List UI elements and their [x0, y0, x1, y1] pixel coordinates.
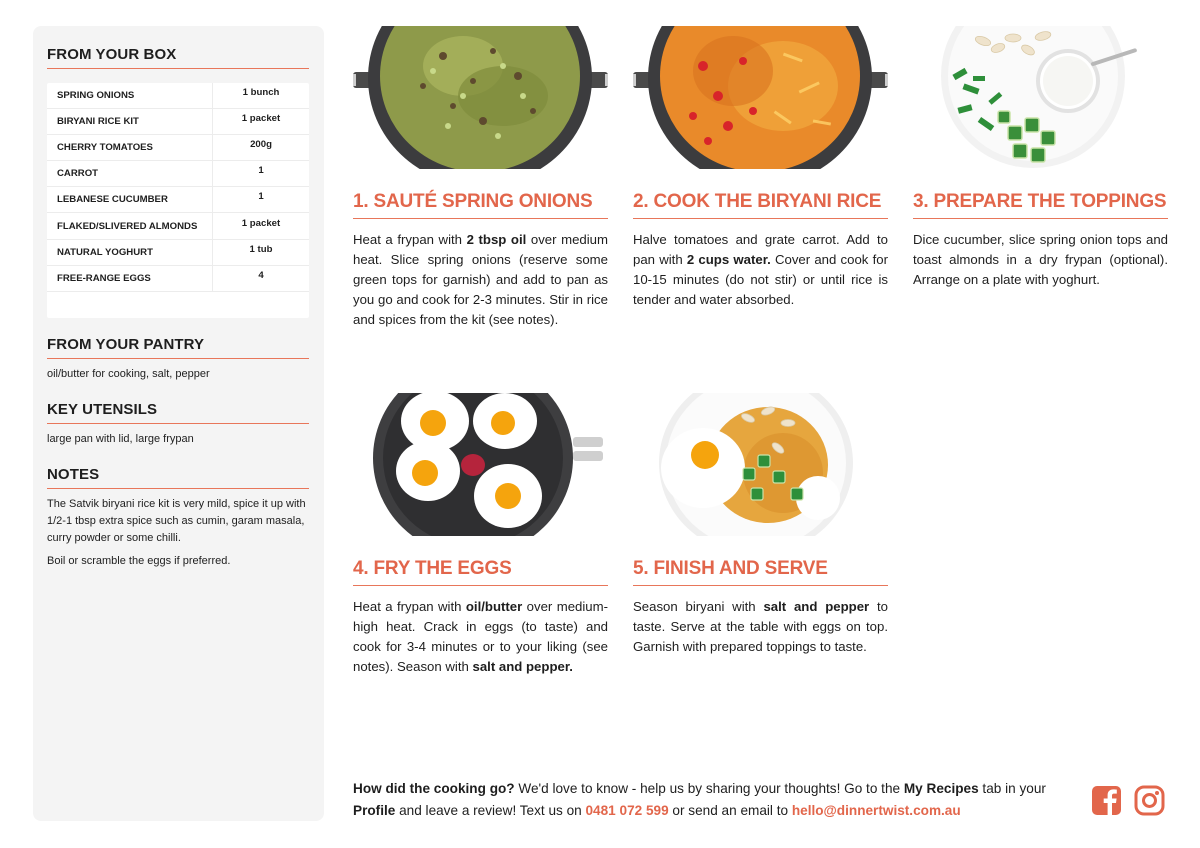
pantry-section — [47, 336, 309, 383]
ingredient-row — [47, 161, 309, 187]
ingredient-qty: 1 — [258, 165, 264, 177]
ingredient-name: CARROT — [47, 161, 213, 186]
step-2 — [633, 26, 888, 310]
ingredient-qty: 1 packet — [241, 113, 281, 125]
step-1-photo — [353, 26, 608, 169]
phone-number[interactable]: 0481 072 599 — [585, 802, 669, 818]
from-your-box-heading: FROM YOUR BOX — [47, 46, 309, 69]
utensils-section — [47, 401, 309, 448]
ingredient-name: LEBANESE CUCUMBER — [47, 187, 213, 212]
step-1-body: Heat a frypan with 2 tbsp oil over medium heat. Slice spring onions (reserve some green tops for garnish) and add to pan as you go and cook for 2-3 minutes. Stir in rice and spices from the kit (see notes). — [353, 232, 608, 327]
ingredient-qty: 4 — [258, 269, 264, 281]
profile-link[interactable]: Profile — [353, 802, 396, 818]
step-4 — [353, 393, 608, 677]
ingredient-name: BIRYANI RICE KIT — [47, 109, 213, 134]
ingredient-row — [47, 187, 309, 213]
pantry-heading: FROM YOUR PANTRY — [47, 336, 309, 359]
ingredients-table — [47, 83, 309, 318]
ingredient-name: SPRING ONIONS — [47, 83, 213, 108]
ingredient-name: FLAKED/SLIVERED ALMONDS — [47, 213, 213, 238]
ingredient-row — [47, 266, 309, 292]
notes-section — [47, 466, 309, 570]
step-4-title: 4. FRY THE EGGS — [353, 558, 608, 586]
ingredient-qty: 1 packet — [241, 217, 281, 229]
step-3-title: 3. PREPARE THE TOPPINGS — [913, 191, 1168, 219]
step-4-body: Heat a frypan with oil/butter over medium-high heat. Crack in eggs (to taste) and cook for 3-4 minutes or to your liking (see notes). Season with salt and pepper. — [353, 599, 609, 674]
step-2-photo — [633, 26, 888, 169]
utensils-text: large pan with lid, large frypan — [47, 432, 194, 445]
step-1 — [353, 26, 608, 330]
step-3-photo — [913, 26, 1168, 169]
ingredient-qty: 1 bunch — [242, 87, 280, 99]
facebook-icon[interactable] — [1091, 785, 1122, 816]
my-recipes-link[interactable]: My Recipes — [903, 781, 979, 796]
ingredient-qty: 1 tub — [249, 243, 273, 255]
step-5-body: Season biryani with salt and pepper to taste. Serve at the table with eggs on top. Garnish with prepared toppings to taste. — [633, 599, 888, 654]
utensils-heading: KEY UTENSILS — [47, 401, 309, 424]
ingredient-row — [47, 240, 309, 266]
notes-paragraph: The Satvik biryani rice kit is very mild, spice it up with 1/2-1 tbsp extra spice such as cumin, garam masala, curry powder or some chilli. — [47, 497, 306, 544]
ingredient-row — [47, 109, 309, 135]
feedback-question: How did the cooking go? — [353, 781, 515, 796]
feedback-footer: How did the cooking go? We'd love to know - help us by sharing your thoughts! Go to the My Recipes tab in your Profile and leave a review! Text us on 0481 072 599 or send an email to hello@dinnertwist.com.au — [353, 781, 1046, 818]
step-5 — [633, 393, 888, 657]
step-4-photo — [353, 393, 608, 536]
ingredient-row — [47, 213, 309, 239]
ingredients-sidebar — [33, 26, 324, 821]
ingredient-row — [47, 135, 309, 161]
step-5-photo — [633, 393, 888, 536]
step-2-body: Halve tomatoes and grate carrot. Add to pan with 2 cups water. Cover and cook for 10-15 minutes (do not stir) or until rice is tender and water absorbed. — [633, 232, 888, 307]
pantry-text: oil/butter for cooking, salt, pepper — [47, 367, 210, 380]
ingredient-row — [47, 83, 309, 109]
step-5-title: 5. FINISH AND SERVE — [633, 558, 888, 586]
ingredient-qty: 200g — [250, 139, 272, 151]
step-2-title: 2. COOK THE BIRYANI RICE — [633, 191, 888, 219]
ingredient-name: NATURAL YOGHURT — [47, 240, 213, 265]
step-1-title: 1. SAUTÉ SPRING ONIONS — [353, 191, 608, 219]
ingredient-name: CHERRY TOMATOES — [47, 135, 213, 160]
ingredient-qty: 1 — [258, 191, 264, 203]
step-3 — [913, 26, 1168, 290]
step-3-body: Dice cucumber, slice spring onion tops and toast almonds in a dry frypan (optional). Arrange on a plate with yoghurt. — [913, 232, 1168, 287]
email-link[interactable]: hello@dinnertwist.com.au — [791, 802, 961, 818]
ingredient-name: FREE-RANGE EGGS — [47, 266, 213, 291]
notes-heading: NOTES — [47, 466, 309, 489]
instagram-icon[interactable] — [1134, 785, 1165, 816]
notes-paragraph: Boil or scramble the eggs if preferred. — [47, 554, 231, 567]
